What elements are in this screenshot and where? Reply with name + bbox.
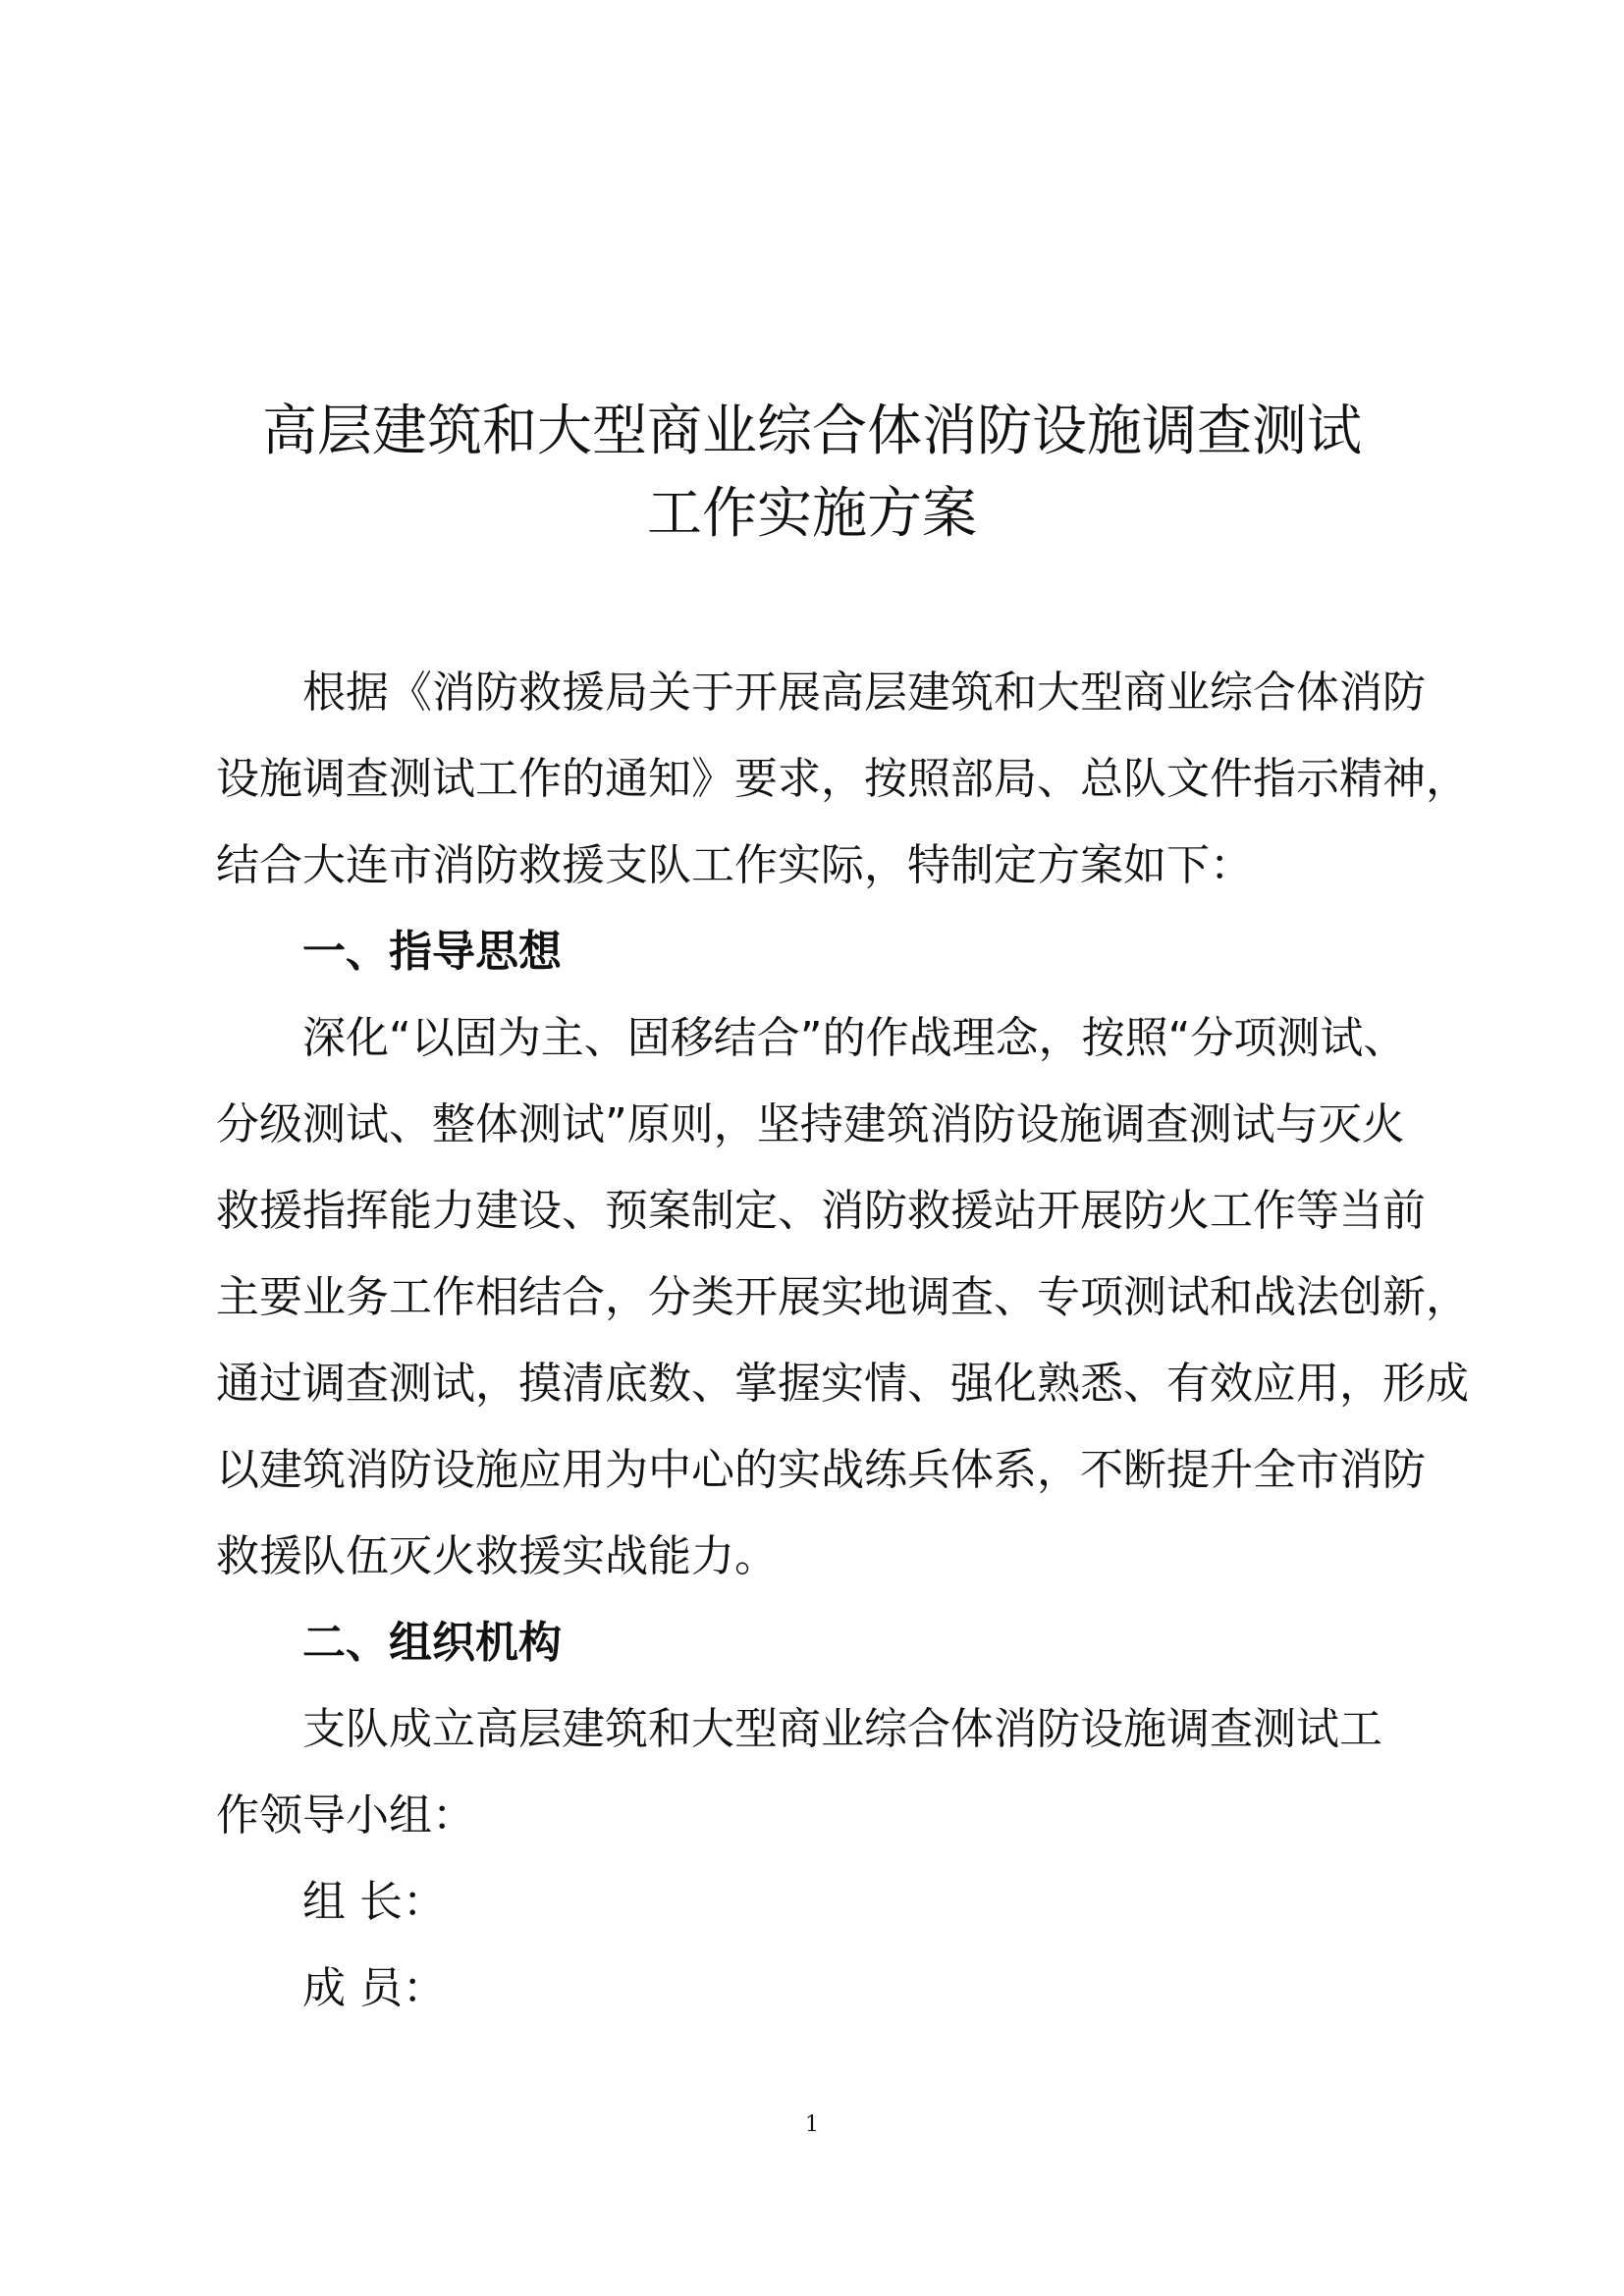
section2-heading: 二、组织机构 (302, 1618, 562, 1668)
section1-line-7: 救援队伍灭火救援实战能力。 (216, 1531, 778, 1581)
section1-heading: 一、指导思想 (302, 927, 562, 977)
intro-line-2: 设施调查测试工作的通知》要求，按照部局、总队文件指示精神， (216, 754, 1469, 804)
section1-line-6: 以建筑消防设施应用为中心的实战练兵体系，不断提升全市消防 (216, 1445, 1426, 1495)
intro-line-3: 结合大连市消防救援支队工作实际，特制定方案如下： (216, 840, 1253, 890)
section1-line-5: 通过调查测试，摸清底数、掌握实情、强化熟悉、有效应用，形成 (216, 1359, 1469, 1409)
section1-line-3: 救援指挥能力建设、预案制定、消防救援站开展防火工作等当前 (216, 1186, 1426, 1236)
intro-line-1: 根据《消防救援局关于开展高层建筑和大型商业综合体消防 (302, 667, 1426, 718)
section1-line-2: 分级测试、整体测试”原则，坚持建筑消防设施调查测试与灭火 (216, 1099, 1405, 1149)
title-line-1: 高层建筑和大型商业综合体消防设施调查测试 (262, 400, 1362, 463)
document-title (0, 391, 1624, 556)
document-body (216, 650, 1469, 2032)
members-label: 成 员： (302, 1963, 446, 2013)
page-number: 1 (805, 2112, 819, 2137)
section1-line-1: 深化“以固为主、固移结合”的作战理念，按照“分项测试、 (302, 1013, 1407, 1063)
leader-label: 组 长： (302, 1877, 446, 1927)
section1-line-4: 主要业务工作相结合，分类开展实地调查、专项测试和战法创新， (216, 1272, 1469, 1322)
section2-line-1: 支队成立高层建筑和大型商业综合体消防设施调查测试工 (302, 1704, 1382, 1754)
section2-line-2: 作领导小组： (216, 1790, 475, 1841)
title-line-2: 工作实施方案 (647, 482, 977, 546)
